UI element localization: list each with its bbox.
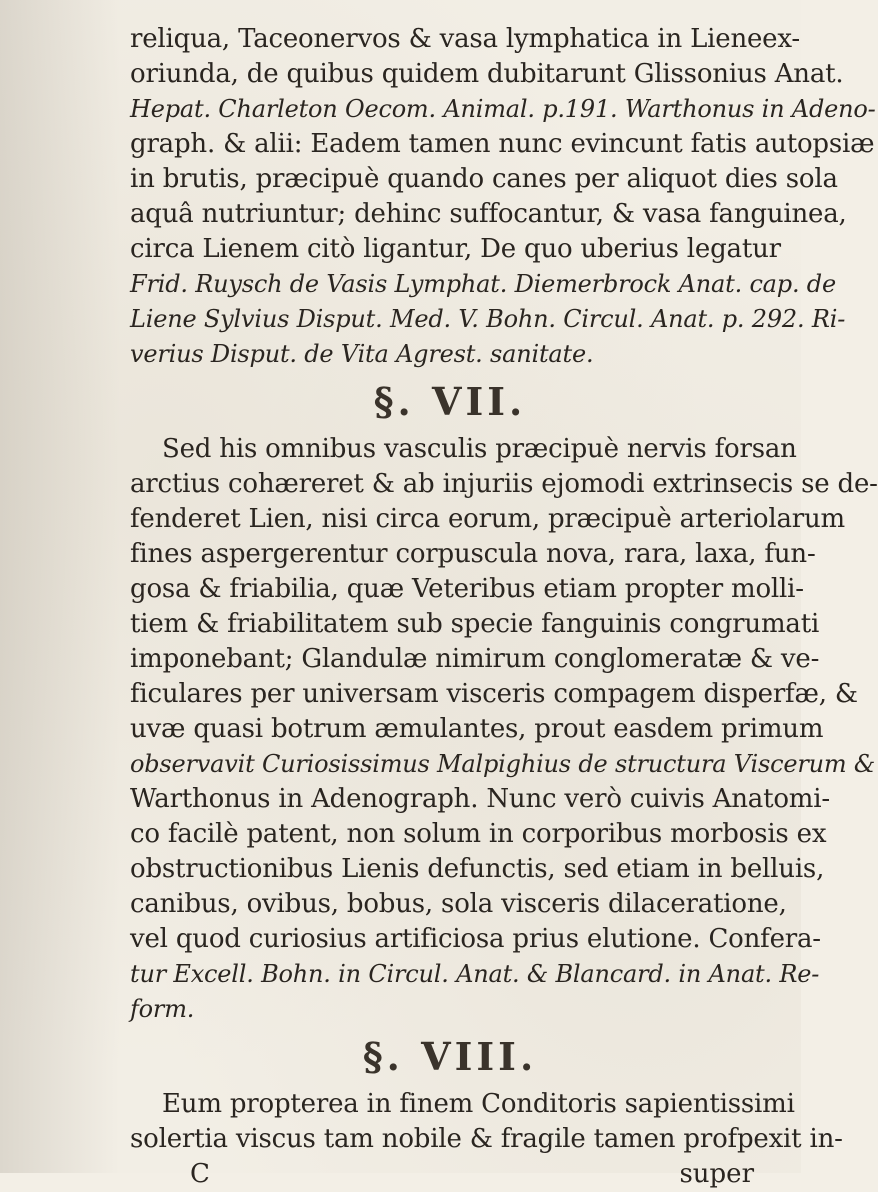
text-line: Sed his omnibus vasculis præcipuè nervis forsan <box>162 434 797 464</box>
text-line: observavit Curiosissimus Malpighius de structura Viscerum & <box>130 750 876 778</box>
text-line: Liene Sylvius Disput. Med. V. Bohn. Circul. Anat. p. 292. Ri- <box>130 305 846 333</box>
text-line: Hepat. Charleton Oecom. Animal. p.191. Warthonus in Adeno- <box>130 95 876 123</box>
text-line: solertia viscus tam nobile & fragile tamen profpexit in- <box>130 1124 843 1154</box>
text-line: vel quod curiosius artificiosa prius elutione. Confera- <box>130 924 821 954</box>
text-line: in brutis, præcipuè quando canes per aliquot dies sola <box>130 164 838 194</box>
page-footer <box>130 1157 770 1192</box>
text-line: fenderet Lien, nisi circa eorum, præcipuè arteriolarum <box>130 504 846 534</box>
paragraph-1 <box>130 22 876 372</box>
text-line: co facilè patent, non solum in corporibus morbosis ex <box>130 819 827 849</box>
text-block <box>130 22 878 1192</box>
text-line: arctius cohæreret & ab injuriis ejomodi extrinsecis se de- <box>130 469 878 499</box>
text-line: form. <box>130 995 195 1023</box>
section-heading-7: §. VII. <box>373 379 527 424</box>
text-line: uvæ quasi botrum æmulantes, prout easdem primum <box>130 714 824 744</box>
text-line: obstructionibus Lienis defunctis, sed etiam in belluis, <box>130 854 825 884</box>
text-line: graph. & alii: Eadem tamen nunc evincunt fatis autopsiæ <box>130 129 875 159</box>
text-line: fines aspergerentur corpuscula nova, rara, laxa, fun- <box>130 539 816 569</box>
page-gutter-shadow <box>0 0 120 1173</box>
text-line: tiem & friabilitatem sub specie fanguinis congrumati <box>130 609 820 639</box>
text-line: gosa & friabilia, quæ Veteribus etiam propter molli- <box>130 574 804 604</box>
signature-mark: C <box>190 1159 210 1189</box>
text-line: ficulares per universam visceris compagem disperfæ, & <box>130 679 858 709</box>
catchword: super <box>679 1159 754 1189</box>
text-line: circa Lienem citò ligantur, De quo uberius legatur <box>130 234 781 264</box>
text-line: aquâ nutriuntur; dehinc suffocantur, & vasa fanguinea, <box>130 199 847 229</box>
text-line: tur Excell. Bohn. in Circul. Anat. & Blancard. in Anat. Re- <box>130 960 820 988</box>
text-line: Eum propterea in finem Conditoris sapientissimi <box>162 1089 795 1119</box>
section-7-body <box>130 432 878 1027</box>
section-8-body <box>130 1087 843 1157</box>
text-line: canibus, ovibus, bobus, sola visceris dilaceratione, <box>130 889 787 919</box>
section-heading-8: §. VIII. <box>362 1034 538 1079</box>
text-line: verius Disput. de Vita Agrest. sanitate. <box>130 340 594 368</box>
text-line: Warthonus in Adenograph. Nunc verò cuivis Anatomi- <box>130 784 830 814</box>
text-line: imponebant; Glandulæ nimirum conglomeratæ & ve- <box>130 644 820 674</box>
text-line: reliqua, Taceonervos & vasa lymphatica in Lieneex- <box>130 24 800 54</box>
text-line: Frid. Ruysch de Vasis Lymphat. Diemerbrock Anat. cap. de <box>130 270 836 298</box>
text-line: oriunda, de quibus quidem dubitarunt Glissonius Anat. <box>130 59 844 89</box>
